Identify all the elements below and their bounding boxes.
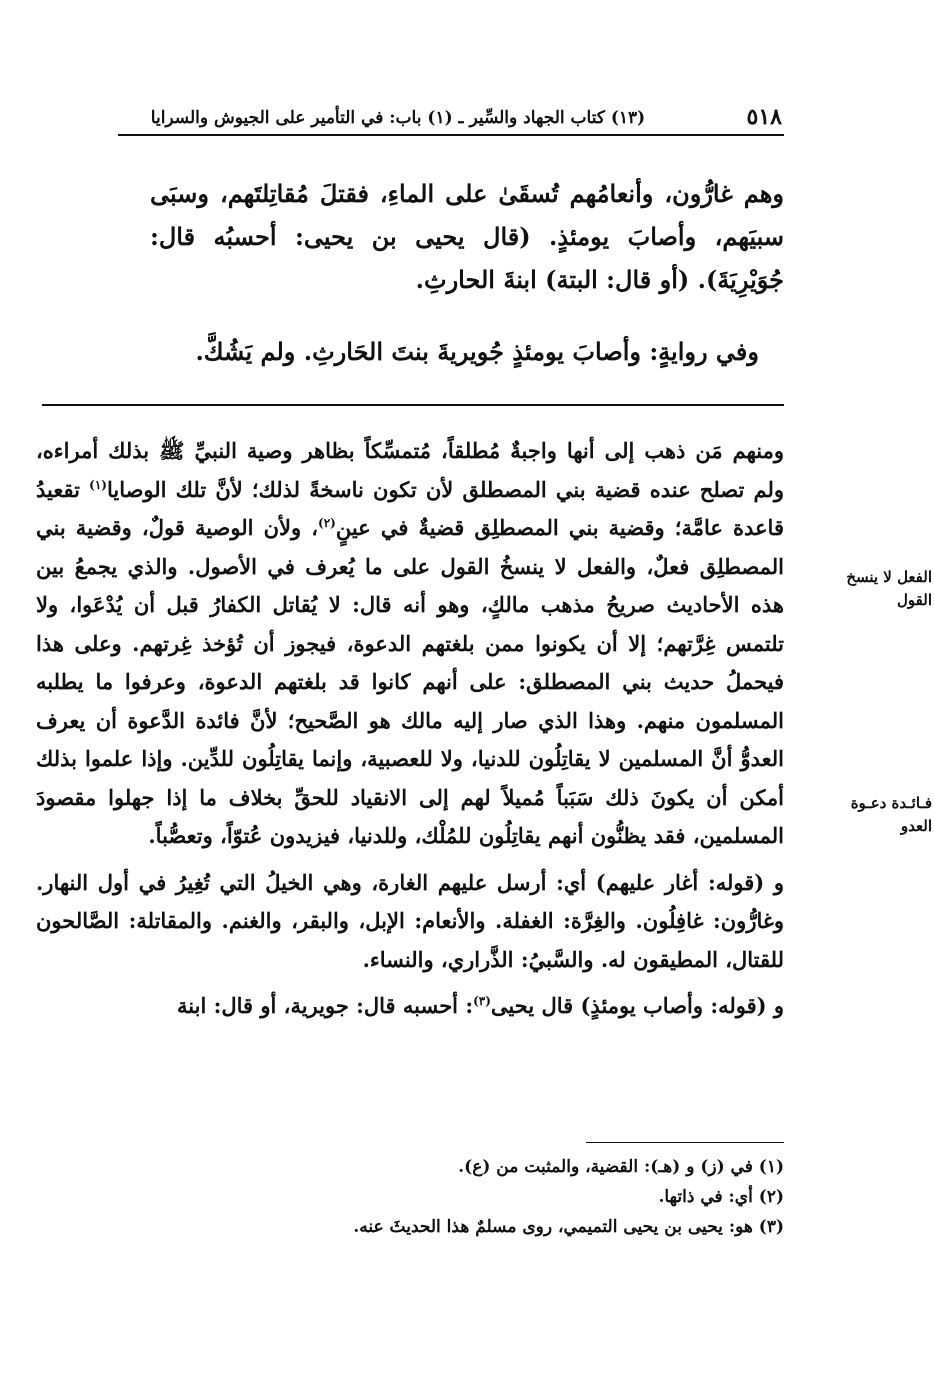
commentary-paragraph xyxy=(36,987,784,1026)
hadith-text: وهم غارُّون، وأنعامُهم تُسقَىٰ على الماءِ، فقتلَ مُقاتِلتَهم، وسبَى سبيَهم، وأصابَ يومئذٍ. (قال يحيى بن يحيى: أحسبُه قال: جُوَيْرِيَةَ). (أو قال: البتة) ابنةَ الحارثِ. xyxy=(150,179,784,294)
commentary-text: و (قوله: وأصاب يومئذٍ) قال يحيى xyxy=(490,993,784,1018)
commentary-text: ومنهم مَن ذهب إلى أنها واجبةٌ مُطلقاً، مُتمسِّكاً بظاهر وصية النبيِّ ﷺ بذلك أمراءه، ولم تصلح عنده قضية بني المصطلق لأن تكون ناسخةً لذلك؛ لأنَّ تلك الوصايا xyxy=(36,438,784,502)
footnotes xyxy=(164,1152,784,1242)
footnote xyxy=(164,1212,784,1242)
footnote-divider xyxy=(586,1142,784,1143)
footnote-marker[interactable]: (٢) xyxy=(318,516,336,530)
footnote-marker[interactable]: (١) xyxy=(89,477,107,492)
commentary-text: تقعيدُ قاعدة عامَّة؛ وقضية بني المصطلِق قضيةٌ في عينٍ xyxy=(36,476,784,540)
footnote xyxy=(164,1152,784,1182)
footnote-number: (٣) xyxy=(758,1217,784,1237)
main-divider xyxy=(42,404,784,406)
footnote-marker[interactable]: (٣) xyxy=(473,994,491,1008)
hadith-variant: وفي روايةٍ: وأصابَ يومئذٍ جُويريةَ بنتَ الحَارثِ. ولم يَشُكَّ. xyxy=(195,337,759,366)
footnote-text: هو: يحيى بن يحيى التميمي، روى مسلمٌ هذا الحديثَ عنه. xyxy=(353,1217,753,1237)
footnote xyxy=(164,1182,784,1212)
footnote-number: (١) xyxy=(758,1157,784,1177)
commentary-text: ، ولأن الوصية قولٌ، وقضية بني المصطلِق فعلٌ، والفعل لا ينسخُ القول على ما يُعرف في الأصول. والذي يجمعُ بين هذه الأحاديث صريحُ مذهب مالكٍ، وهو أنه قال: لا يُقاتل الكفارُ قبل أن يُدْعَوا، ولا تلتمس غِرَّتهم؛ إلا أن يكونوا ممن بلغتهم الدعوة، فيجوز أن تُؤخذ غِرتهم. وعلى هذا فيحملُ حديث بني المصطلق: على أنهم كانوا قد بلغتهم الدعوة، وعرفوا ما يطلبه المسلمون منهم. وهذا الذي صار إليه مالك هو الصَّحيح؛ لأنَّ فائدة الدَّعوة أن يعرف العدوُّ أنَّ المسلمين لا يقاتِلُون للدنيا، ولا للعصبية، وإنما يقاتِلُون للدِّين. وإذا علموا بذلك أمكن أن يكونَ ذلك سَبَباً مُميلاً لهم إلى الانقياد للحقِّ بخلاف ما إذا جهلوا مقصودَ المسلمين، فقد يظنُّون أنهم يقاتِلُون للمُلْك، وللدنيا، فيزيدون عُتوّاً، وتعصُّباً. xyxy=(36,515,784,848)
running-title: (١٣) كتاب الجهاد والسِّير ـ (١) باب: في التأمير على الجيوش والسرايا xyxy=(150,108,646,128)
margin-note: الفعل لا ينسخ القول xyxy=(846,568,932,609)
margin-note: فـائـدة دعـوة العدو xyxy=(850,794,932,835)
page-header xyxy=(118,104,784,136)
page-number: ٥١٨ xyxy=(746,104,782,130)
commentary xyxy=(36,432,784,1026)
footnote-text: أي: في ذاتها. xyxy=(658,1187,753,1207)
commentary-text: : أحسبه قال: جويرية، أو قال: ابنة xyxy=(177,993,474,1018)
commentary-paragraph: و (قوله: أغار عليهم) أي: أرسل عليهم الغارة، وهي الخيلُ التي تُغِيرُ في أول النهار. وغارُّون: غافِلُون. والغِرَّة: الغفلة. والأنعام: الإبل، والبقر، والغنم. والمقاتلة: الصَّالحون للقتال، المطيقون له. والسَّبيُ: الذَّراري، والنساء. xyxy=(36,869,784,972)
footnote-number: (٢) xyxy=(758,1187,784,1207)
commentary-paragraph xyxy=(36,432,784,856)
footnote-text: في (ز) و (هـ): القضية، والمثبت من (ع). xyxy=(458,1157,753,1177)
